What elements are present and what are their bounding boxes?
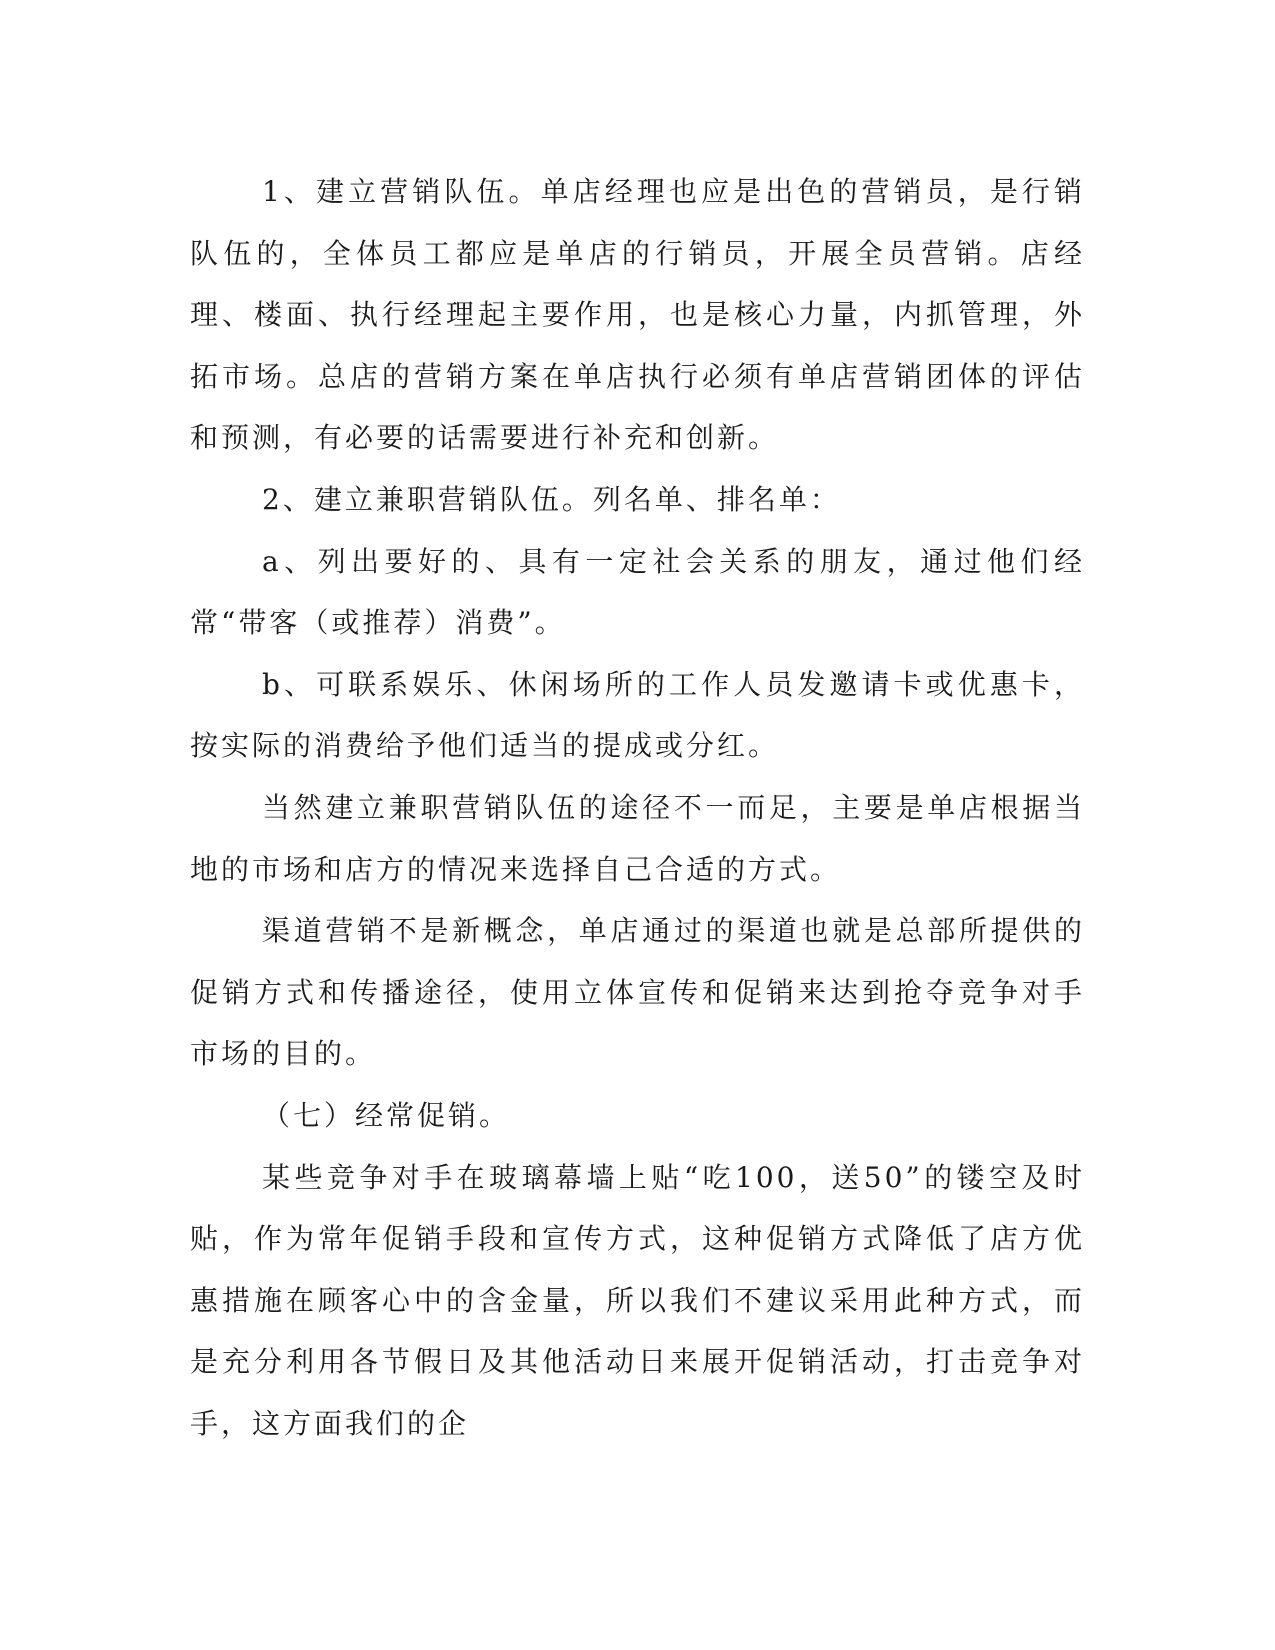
paragraph-competitor-promotion: 某些竞争对手在玻璃幕墙上贴“吃100，送50”的镂空及时贴，作为常年促销手段和宣传方式，这种促销方式降低了店方优惠措施在顾客心中的含金量，所以我们不建议采用此种方式，而是充分利用各节假日及其他活动日来展开促销活动，打击竞争对手，这方面我们的企 [190,1160,1085,1440]
paragraph-marketing-team: 1、建立营销队伍。单店经理也应是出色的营销员，是行销队伍的，全体员工都应是单店的行销员，开展全员营销。店经理、楼面、执行经理起主要作用，也是核心力量，内抓管理，外拓市场。总店的营销方案在单店执行必须有单店营销团体的评估和预测，有必要的话需要进行补充和创新。 [190,175,1085,455]
section-heading-promotion: （七）经常促销。 [262,1098,511,1132]
paragraph-part-time-approach: 当然建立兼职营销队伍的途径不一而足，主要是单店根据当地的市场和店方的情况来选择自己合适的方式。 [190,790,1085,886]
document-body [190,161,1085,1454]
paragraph-part-time-team: 2、建立兼职营销队伍。列名单、排名单： [262,482,841,516]
paragraph-list-item-a: a、列出要好的、具有一定社会关系的朋友，通过他们经常“带客（或推荐）消费”。 [190,544,1085,640]
paragraph-list-item-b: b、可联系娱乐、休闲场所的工作人员发邀请卡或优惠卡，按实际的消费给予他们适当的提成或分红。 [190,667,1085,763]
paragraph-channel-marketing: 渠道营销不是新概念，单店通过的渠道也就是总部所提供的促销方式和传播途径，使用立体宣传和促销来达到抢夺竞争对手市场的目的。 [190,914,1085,1071]
